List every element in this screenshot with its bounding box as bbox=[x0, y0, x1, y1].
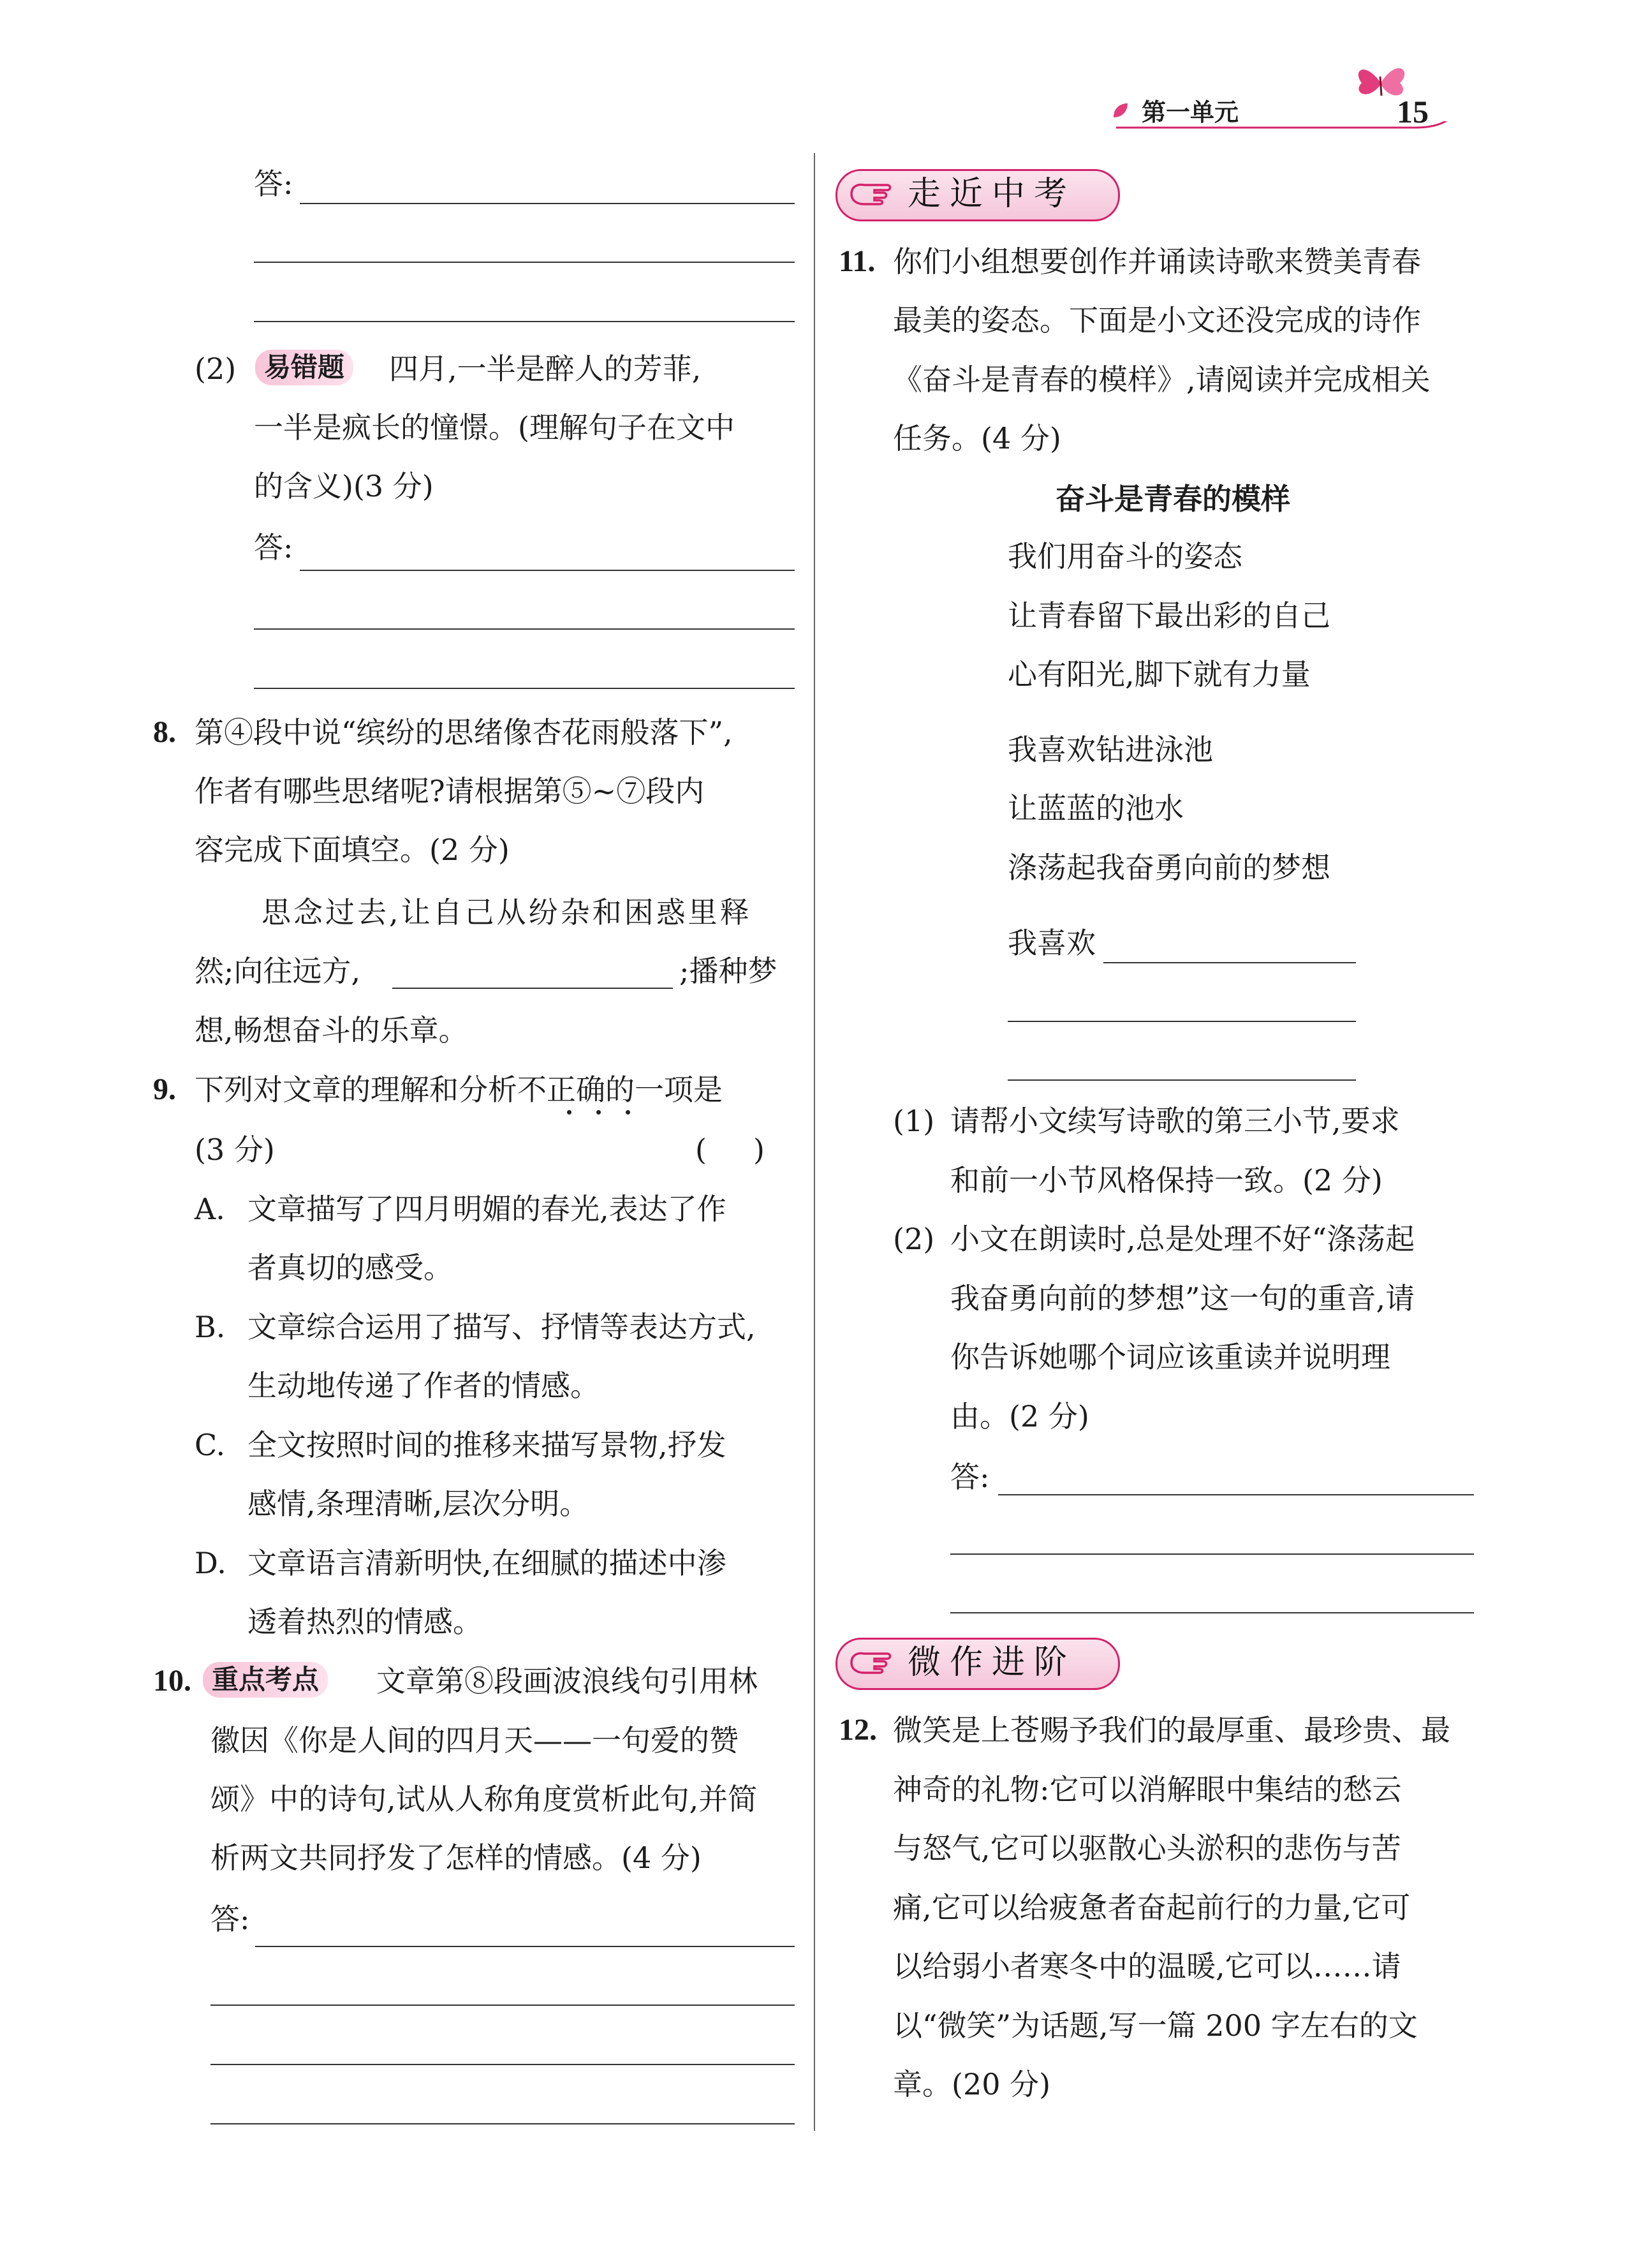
q9-option-text: 文章综合运用了描写、抒情等表达方式, bbox=[247, 1310, 756, 1344]
answer-line[interactable] bbox=[300, 570, 795, 571]
q10-line: 徽因《你是人间的四月天——一句爱的赞 bbox=[210, 1723, 739, 1758]
q7-2-label: (2) bbox=[195, 352, 237, 386]
poem-line: 让蓝蓝的池水 bbox=[1008, 791, 1184, 826]
q9-option-text: 全文按照时间的推移来描写景物,抒发 bbox=[247, 1428, 726, 1462]
poem-line: 让青春留下最出彩的自己 bbox=[1008, 598, 1330, 633]
column-divider bbox=[814, 153, 815, 2131]
q12-line: 微笑是上苍赐予我们的最厚重、最珍贵、最 bbox=[893, 1713, 1450, 1747]
answer-line[interactable] bbox=[254, 321, 795, 322]
q9-option-key: B. bbox=[195, 1310, 226, 1344]
answer-line[interactable] bbox=[254, 628, 795, 630]
q9-option-text: 透着热烈的情感。 bbox=[247, 1605, 482, 1639]
q11-sub2-line: 我奋勇向前的梦想”这一句的重音,请 bbox=[950, 1281, 1415, 1316]
leaf-icon bbox=[1111, 101, 1130, 120]
q11-sub1-label: (1) bbox=[893, 1104, 935, 1138]
q7-2-answer-label: 答: bbox=[254, 530, 293, 565]
q9-answer-bracket[interactable]: ( ) bbox=[695, 1132, 765, 1167]
q7-2-tag: 易错题 bbox=[255, 350, 353, 385]
q9-number: 9. bbox=[153, 1072, 176, 1106]
q9-option-text: 文章描写了四月明媚的春光,表达了作 bbox=[247, 1192, 726, 1226]
poem-title: 奋斗是青春的模样 bbox=[1056, 482, 1290, 516]
q12-line: 痛,它可以给疲惫者奋起前行的力量,它可 bbox=[893, 1890, 1411, 1925]
q8-line: 作者有哪些思绪呢?请根据第⑤~⑦段内 bbox=[195, 774, 705, 808]
emphasis-dot bbox=[567, 1110, 571, 1115]
q9-option-text: 者真切的感受。 bbox=[247, 1250, 453, 1285]
answer-line[interactable] bbox=[998, 1494, 1474, 1495]
q12-number: 12. bbox=[839, 1713, 877, 1747]
q11-answer-label: 答: bbox=[950, 1460, 990, 1494]
q10-tag: 重点考点 bbox=[203, 1662, 328, 1698]
section-banner-zoujin-zhongkao bbox=[836, 169, 1120, 221]
q10-line: 析两文共同抒发了怎样的情感。(4 分) bbox=[210, 1841, 702, 1875]
answer-line[interactable] bbox=[210, 2005, 795, 2006]
poem-line: 心有阳光,脚下就有力量 bbox=[1008, 657, 1311, 692]
q12-line: 与怒气,它可以驱散心头淤积的悲伤与苦 bbox=[893, 1831, 1401, 1865]
q12-line: 以给弱小者寒冬中的温暖,它可以……请 bbox=[893, 1949, 1401, 1983]
answer-line[interactable] bbox=[210, 2123, 795, 2124]
q8-fill-line: ;播种梦 bbox=[679, 954, 777, 988]
header-underline bbox=[1110, 121, 1467, 147]
q11-line: 最美的姿态。下面是小文还没完成的诗作 bbox=[893, 303, 1421, 337]
poem-line: 我喜欢钻进泳池 bbox=[1008, 732, 1213, 767]
q9-option-key: A. bbox=[195, 1192, 225, 1226]
q11-line: 任务。(4 分) bbox=[893, 421, 1061, 456]
banner-title: 微作进阶 bbox=[908, 1643, 1077, 1682]
q10-line: 文章第⑧段画波浪线句引用林 bbox=[376, 1664, 758, 1698]
poem-line: 我喜欢 bbox=[1008, 926, 1096, 960]
q11-sub2-label: (2) bbox=[893, 1222, 935, 1256]
q12-line: 章。(20 分) bbox=[893, 2067, 1051, 2101]
header bbox=[1110, 77, 1467, 140]
q11-sub2-line: 小文在朗读时,总是处理不好“涤荡起 bbox=[950, 1222, 1415, 1256]
q7-2-line: 的含义)(3 分) bbox=[254, 469, 434, 503]
emphasis-dot bbox=[626, 1110, 630, 1115]
banner-title: 走近中考 bbox=[908, 175, 1077, 213]
q7-1-answer-label: 答: bbox=[254, 167, 293, 201]
poem-line: 涤荡起我奋勇向前的梦想 bbox=[1008, 850, 1330, 885]
pointing-hand-icon bbox=[849, 180, 894, 208]
q10-line: 颂》中的诗句,试从人称角度赏析此句,并简 bbox=[210, 1782, 758, 1816]
section-banner-weizuo-jinjie bbox=[836, 1638, 1120, 1690]
page-number: 15 bbox=[1397, 94, 1429, 130]
q9-stem-part: 的一项是 bbox=[605, 1072, 723, 1107]
answer-line[interactable] bbox=[950, 1553, 1474, 1555]
q9-emphasis: 不正确 bbox=[517, 1072, 605, 1107]
q7-2-line: 一半是疯长的憧憬。(理解句子在文中 bbox=[254, 410, 735, 445]
emphasis-dot bbox=[596, 1110, 601, 1115]
q9-option-text: 生动地传递了作者的情感。 bbox=[247, 1368, 600, 1403]
q8-blank[interactable] bbox=[392, 988, 673, 989]
q12-line: 神奇的礼物:它可以消解眼中集结的愁云 bbox=[893, 1772, 1402, 1807]
answer-line[interactable] bbox=[300, 203, 795, 204]
answer-line[interactable] bbox=[254, 688, 795, 689]
q9-stem bbox=[195, 1071, 723, 1109]
poem-line: 我们用奋斗的姿态 bbox=[1008, 539, 1242, 574]
answer-line[interactable] bbox=[210, 2064, 795, 2065]
poem-blank-line[interactable] bbox=[1008, 1079, 1356, 1081]
q11-sub2-line: 由。(2 分) bbox=[950, 1399, 1089, 1434]
q11-sub1-line: 和前一小节风格保持一致。(2 分) bbox=[950, 1163, 1383, 1197]
answer-line[interactable] bbox=[950, 1612, 1474, 1613]
q11-sub2-line: 你告诉她哪个词应该重读并说明理 bbox=[950, 1340, 1390, 1374]
q8-line: 第④段中说“缤纷的思绪像杏花雨般落下”, bbox=[195, 715, 733, 750]
q9-option-key: D. bbox=[195, 1546, 226, 1580]
q9-score: (3 分) bbox=[195, 1132, 275, 1167]
poem-blank-line[interactable] bbox=[1008, 1021, 1356, 1022]
q10-number: 10. bbox=[153, 1664, 191, 1698]
q8-number: 8. bbox=[153, 715, 176, 749]
q10-answer-label: 答: bbox=[210, 1902, 250, 1936]
q8-fill-line: 思念过去,让自己从纷杂和困惑里释 bbox=[261, 895, 752, 930]
q9-option-text: 文章语言清新明快,在细腻的描述中渗 bbox=[247, 1546, 726, 1580]
poem-blank-line[interactable] bbox=[1103, 962, 1356, 963]
q11-line: 《奋斗是青春的模样》,请阅读并完成相关 bbox=[893, 362, 1431, 397]
unit-title: 第一单元 bbox=[1142, 98, 1239, 126]
pointing-hand-icon bbox=[849, 1649, 894, 1677]
q9-option-text: 感情,条理清晰,层次分明。 bbox=[247, 1486, 589, 1521]
q12-line: 以“微笑”为话题,写一篇 200 字左右的文 bbox=[893, 2008, 1418, 2043]
answer-line[interactable] bbox=[255, 1946, 795, 1947]
q8-fill-line: 想,畅想奋斗的乐章。 bbox=[195, 1013, 468, 1048]
q9-option-key: C. bbox=[195, 1428, 226, 1462]
q11-number: 11. bbox=[839, 244, 876, 278]
q11-sub1-line: 请帮小文续写诗歌的第三小节,要求 bbox=[950, 1104, 1400, 1138]
q8-line: 容完成下面填空。(2 分) bbox=[195, 833, 510, 867]
q11-line: 你们小组想要创作并诵读诗歌来赞美青春 bbox=[893, 244, 1421, 279]
answer-line[interactable] bbox=[254, 262, 795, 263]
q8-fill-line: 然;向往远方, bbox=[195, 954, 361, 988]
q7-2-line: 四月,一半是醉人的芳菲, bbox=[389, 352, 702, 386]
q9-stem-part: 下列对文章的理解和分析 bbox=[195, 1072, 517, 1107]
